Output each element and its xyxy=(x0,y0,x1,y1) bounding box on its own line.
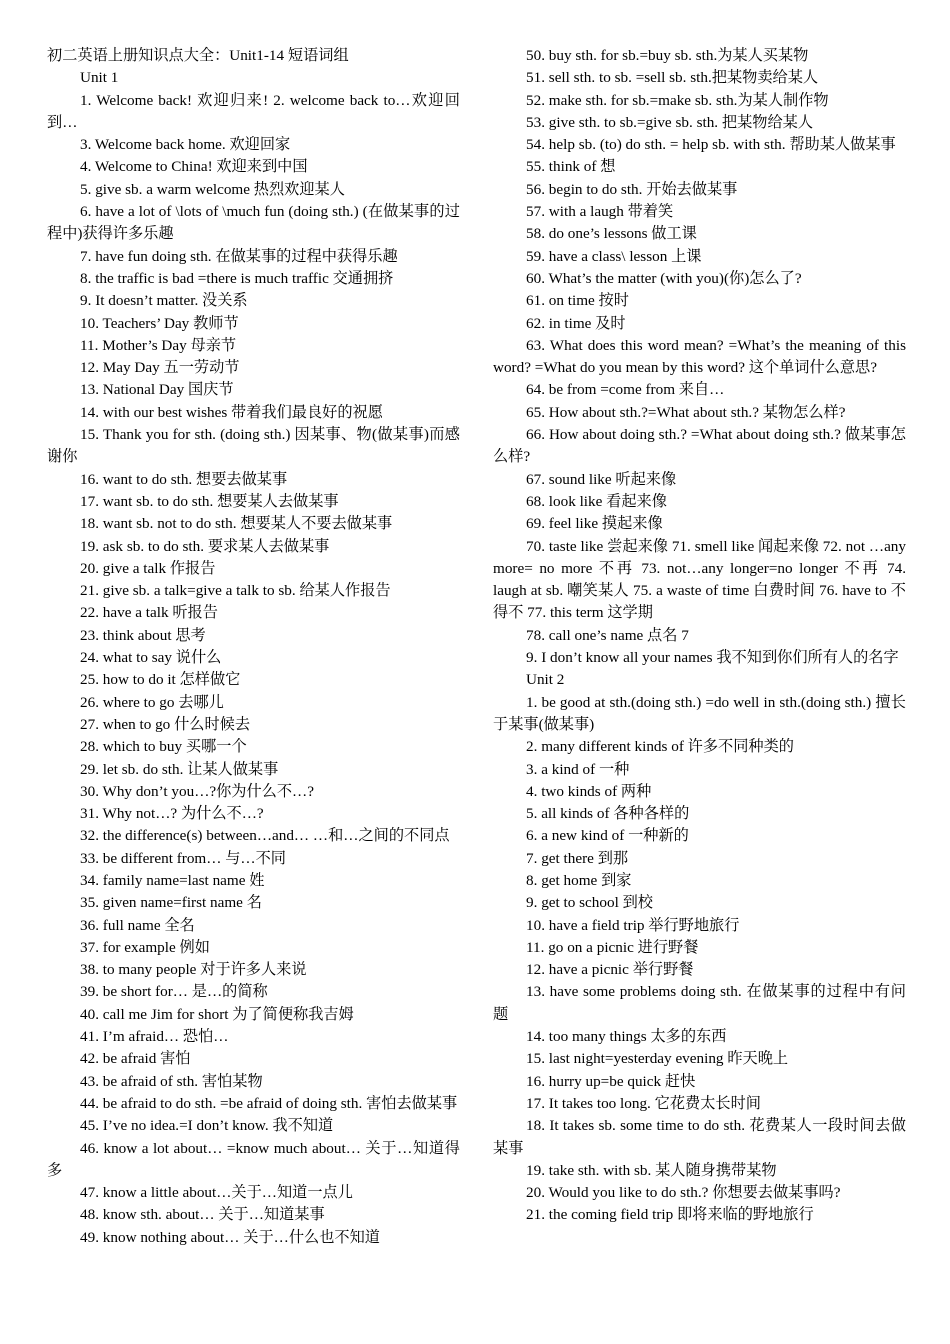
phrase-line: 54. help sb. (to) do sth. = help sb. with sth. 帮助某人做某事 xyxy=(526,136,896,154)
phrase-line: 26. where to go 去哪儿 xyxy=(80,693,224,711)
phrase-line: 3. a kind of 一种 xyxy=(526,760,630,778)
phrase-line: 9. I don’t know all your names 我不知到你们所有人的名字 xyxy=(526,649,899,667)
phrase-line: Unit 1 xyxy=(80,69,119,87)
phrase-line: Unit 2 xyxy=(526,671,565,689)
phrase-line: 46. know a lot about… =know much about… 关于…知道得多 xyxy=(47,1139,460,1179)
phrase-line: 15. Thank you for sth. (doing sth.) 因某事、物(做某事)而感谢你 xyxy=(47,426,460,466)
phrase-line: 55. think of 想 xyxy=(526,158,616,176)
phrase-line: 29. let sb. do sth. 让某人做某事 xyxy=(80,760,279,778)
phrase-line: 45. I’ve no idea.=I don’t know. 我不知道 xyxy=(80,1117,334,1135)
phrase-line: 61. on time 按时 xyxy=(526,292,629,310)
phrase-line: 14. too many things 太多的东西 xyxy=(526,1028,727,1046)
phrase-line: 8. the traffic is bad =there is much traffic 交通拥挤 xyxy=(80,269,394,287)
phrase-line: 3. Welcome back home. 欢迎回家 xyxy=(80,136,291,154)
phrase-line: 70. taste like 尝起来像 71. smell like 闻起来像 72. not …any more= no more 不再 73. not…any longer=no longer 不再 74. laugh at sb. 嘲笑某人 75. a waste of time 白费时间 76. have to 不得不 77. this term 这学期 xyxy=(493,537,906,622)
phrase-line: 35. given name=first name 名 xyxy=(80,894,262,912)
phrase-line: 37. for example 例如 xyxy=(80,938,210,956)
phrase-line: 48. know sth. about… 关于…知道某事 xyxy=(80,1206,325,1224)
phrase-line: 14. with our best wishes 带着我们最良好的祝愿 xyxy=(80,403,383,421)
phrase-line: 38. to many people 对于许多人来说 xyxy=(80,961,307,979)
phrase-line: 12. May Day 五一劳动节 xyxy=(80,359,240,377)
phrase-line: 16. want to do sth. 想要去做某事 xyxy=(80,470,288,488)
phrase-line: 10. Teachers’ Day 教师节 xyxy=(80,314,239,332)
phrase-line: 11. Mother’s Day 母亲节 xyxy=(80,336,237,354)
phrase-line: 17. It takes too long. 它花费太长时间 xyxy=(526,1094,761,1112)
phrase-line: 20. Would you like to do sth.? 你想要去做某事吗? xyxy=(526,1184,841,1202)
phrase-line: 67. sound like 听起来像 xyxy=(526,470,677,488)
phrase-line: 30. Why don’t you…?你为什么不…? xyxy=(80,782,314,800)
phrase-line: 20. give a talk 作报告 xyxy=(80,559,216,577)
phrase-line: 49. know nothing about… 关于…什么也不知道 xyxy=(80,1228,380,1246)
phrase-line: 57. with a laugh 带着笑 xyxy=(526,203,674,221)
phrase-line: 58. do one’s lessons 做工课 xyxy=(526,225,697,243)
phrase-line: 19. take sth. with sb. 某人随身携带某物 xyxy=(526,1161,777,1179)
phrase-line: 6. have a lot of \lots of \much fun (doing sth.) (在做某事的过程中)获得许多乐趣 xyxy=(47,203,460,243)
phrase-line: 66. How about doing sth.? =What about doing sth.? 做某事怎么样? xyxy=(493,426,906,466)
phrase-line: 47. know a little about…关于…知道一点儿 xyxy=(80,1184,353,1202)
phrase-line: 53. give sth. to sb.=give sb. sth. 把某物给某人 xyxy=(526,113,814,131)
phrase-line: 78. call one’s name 点名 7 xyxy=(526,626,689,644)
phrase-line: 10. have a field trip 举行野地旅行 xyxy=(526,916,740,934)
phrase-line: 7. get there 到那 xyxy=(526,849,629,867)
phrase-line: 28. which to buy 买哪一个 xyxy=(80,738,247,756)
phrase-line: 19. ask sb. to do sth. 要求某人去做某事 xyxy=(80,537,330,555)
phrase-line: 63. What does this word mean? =What’s the meaning of this word? =What do you mean by this word? 这个单词什么意思? xyxy=(493,336,906,377)
phrase-line: 50. buy sth. for sb.=buy sb. sth.为某人买某物 xyxy=(526,47,809,64)
phrase-line: 21. the coming field trip 即将来临的野地旅行 xyxy=(526,1206,814,1224)
phrase-line: 5. all kinds of 各种各样的 xyxy=(526,805,690,823)
phrase-line: 18. want sb. not to do sth. 想要某人不要去做某事 xyxy=(80,515,393,533)
phrase-line: 24. what to say 说什么 xyxy=(80,649,222,667)
phrase-line: 15. last night=yesterday evening 昨天晚上 xyxy=(526,1050,789,1068)
phrase-line: 12. have a picnic 举行野餐 xyxy=(526,961,694,979)
phrase-line: 1. Welcome back! 欢迎归来! 2. welcome back to…欢迎回到… xyxy=(47,91,460,131)
document-title: 初二英语上册知识点大全：Unit1-14 短语词组 xyxy=(47,47,349,64)
phrase-line: 42. be afraid 害怕 xyxy=(80,1050,191,1068)
phrase-line: 16. hurry up=be quick 赶快 xyxy=(526,1072,696,1090)
phrase-line: 69. feel like 摸起来像 xyxy=(526,515,663,533)
phrase-line: 6. a new kind of 一种新的 xyxy=(526,827,689,845)
phrase-line: 44. be afraid to do sth. =be afraid of doing sth. 害怕去做某事 xyxy=(80,1094,458,1112)
phrase-line: 43. be afraid of sth. 害怕某物 xyxy=(80,1072,263,1090)
phrase-line: 60. What’s the matter (with you)(你)怎么了? xyxy=(526,269,802,287)
left-column xyxy=(47,45,460,1249)
phrase-line: 33. be different from… 与…不同 xyxy=(80,849,286,867)
phrase-line: 51. sell sth. to sb. =sell sb. sth.把某物卖给某人 xyxy=(526,69,819,87)
phrase-line: 62. in time 及时 xyxy=(526,314,626,332)
phrase-line: 25. how to do it 怎样做它 xyxy=(80,671,241,689)
phrase-line: 22. have a talk 听报告 xyxy=(80,604,218,622)
phrase-line: 9. get to school 到校 xyxy=(526,894,653,912)
phrase-line: 13. National Day 国庆节 xyxy=(80,381,234,399)
phrase-line: 36. full name 全名 xyxy=(80,916,195,934)
phrase-line: 59. have a class\ lesson 上课 xyxy=(526,247,702,265)
phrase-line: 2. many different kinds of 许多不同种类的 xyxy=(526,738,794,756)
phrase-line: 32. the difference(s) between…and… …和…之间的不同点 xyxy=(80,827,450,845)
phrase-line: 21. give sb. a talk=give a talk to sb. 给某人作报告 xyxy=(80,582,391,600)
phrase-line: 23. think about 思考 xyxy=(80,626,206,644)
phrase-line: 4. two kinds of 两种 xyxy=(526,782,652,800)
phrase-line: 56. begin to do sth. 开始去做某事 xyxy=(526,180,738,198)
phrase-line: 39. be short for… 是…的简称 xyxy=(80,983,268,1001)
phrase-line: 8. get home 到家 xyxy=(526,871,632,889)
phrase-line: 34. family name=last name 姓 xyxy=(80,871,265,889)
phrase-line: 4. Welcome to China! 欢迎来到中国 xyxy=(80,158,308,176)
phrase-line: 31. Why not…? 为什么不…? xyxy=(80,805,264,823)
right-column xyxy=(493,45,906,1227)
phrase-line: 64. be from =come from 来自… xyxy=(526,381,725,399)
phrase-line: 18. It takes sb. some time to do sth. 花费某人一段时间去做某事 xyxy=(493,1117,906,1157)
phrase-line: 65. How about sth.?=What about sth.? 某物怎么样? xyxy=(526,403,846,421)
phrase-line: 68. look like 看起来像 xyxy=(526,492,667,510)
phrase-line: 13. have some problems doing sth. 在做某事的过程中有问题 xyxy=(493,983,906,1023)
phrase-line: 9. It doesn’t matter. 没关系 xyxy=(80,292,248,310)
phrase-line: 41. I’m afraid… 恐怕… xyxy=(80,1028,229,1046)
phrase-line: 11. go on a picnic 进行野餐 xyxy=(526,938,699,956)
phrase-line: 1. be good at sth.(doing sth.) =do well in sth.(doing sth.) 擅长于某事(做某事) xyxy=(493,693,906,733)
phrase-line: 52. make sth. for sb.=make sb. sth.为某人制作物 xyxy=(526,91,829,109)
phrase-line: 5. give sb. a warm welcome 热烈欢迎某人 xyxy=(80,180,345,198)
right-phrase-list xyxy=(493,45,906,1227)
phrase-line: 27. when to go 什么时候去 xyxy=(80,715,251,733)
phrase-line: 17. want sb. to do sth. 想要某人去做某事 xyxy=(80,492,339,510)
left-phrase-list xyxy=(47,67,460,1249)
phrase-line: 7. have fun doing sth. 在做某事的过程中获得乐趣 xyxy=(80,247,398,265)
phrase-line: 40. call me Jim for short 为了简便称我吉姆 xyxy=(80,1005,354,1023)
